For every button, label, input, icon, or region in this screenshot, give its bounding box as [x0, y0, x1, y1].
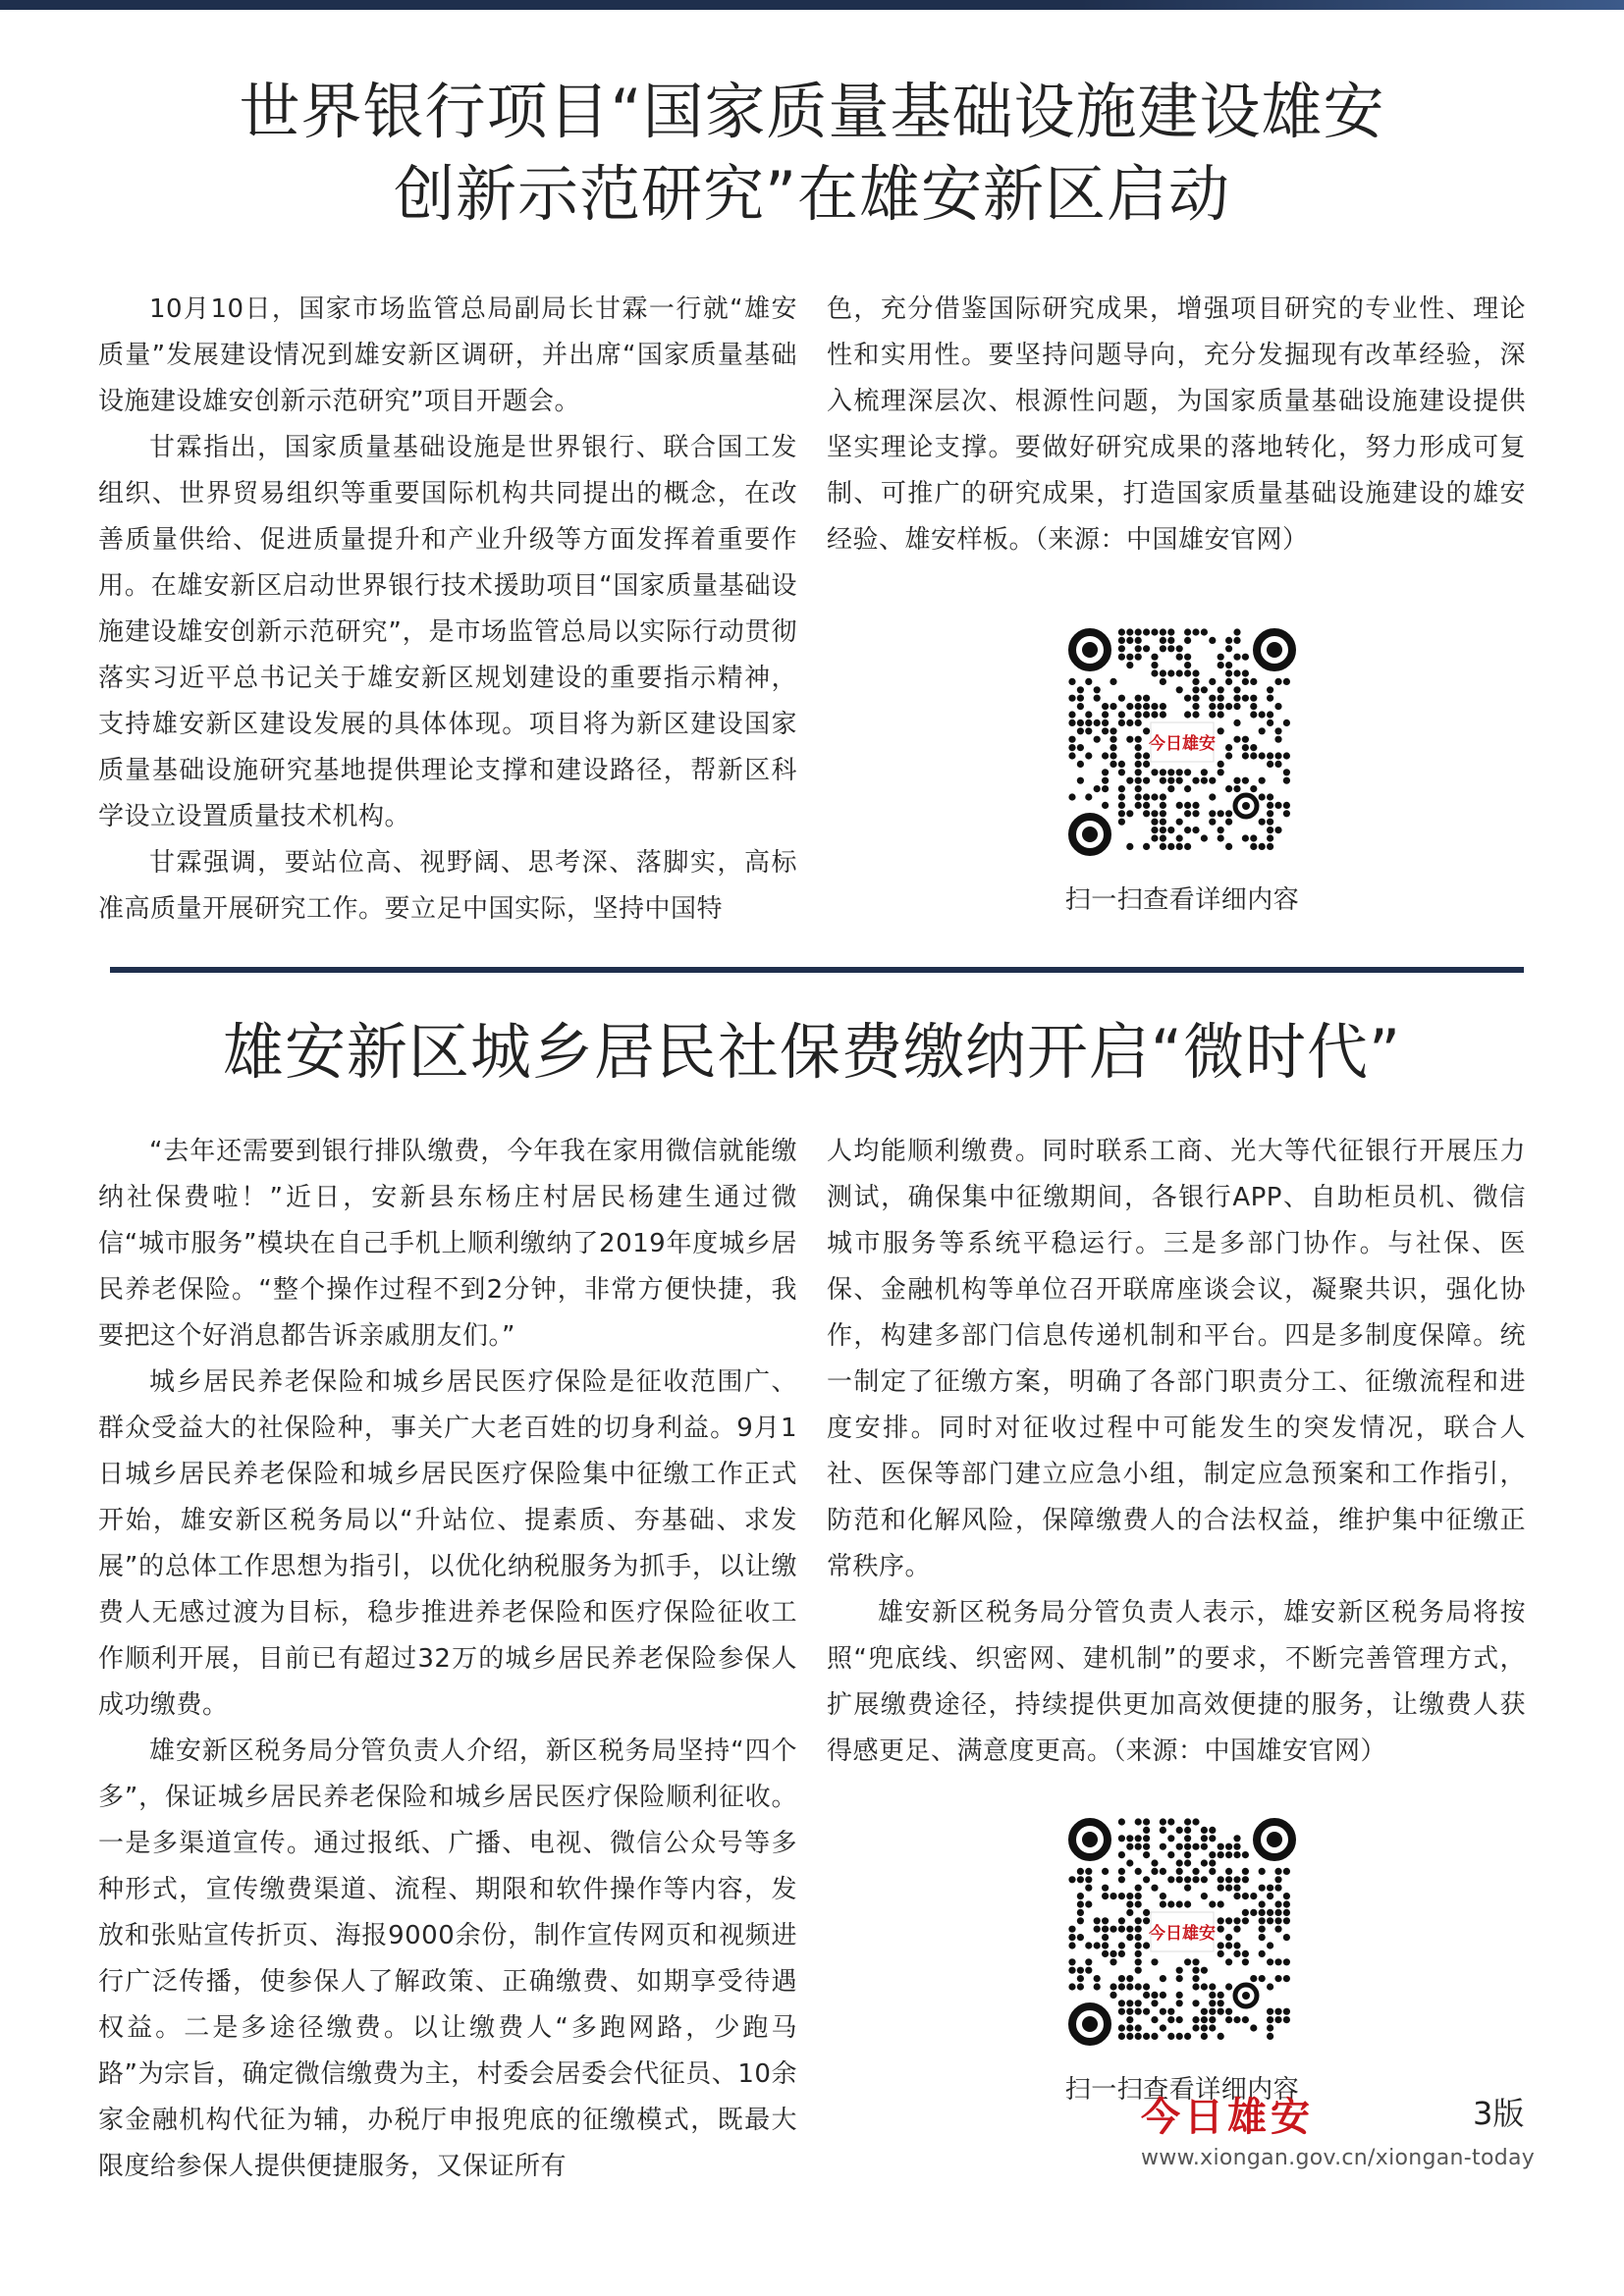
article1-paragraph-3: 甘霖强调，要站位高、视野阔、思考深、落脚实，高标准高质量开展研究工作。要立足中国实际，坚持中国特: [98, 848, 797, 924]
qr-caption: 扫一扫查看详细内容: [1064, 885, 1300, 915]
footer-logo: 今日雄安: [1141, 2094, 1314, 2140]
article1-qr-block[interactable]: [1055, 624, 1310, 916]
qr-code-icon[interactable]: [1064, 624, 1300, 860]
top-bar-accent: [1080, 0, 1624, 10]
article2-title: 雄安新区城乡居民社保费缴纳开启“微时代”: [222, 1016, 1402, 1088]
article1-left-column: [98, 287, 797, 933]
article2-paragraph-3: 雄安新区税务局分管负责人介绍，新区税务局坚持“四个多”，保证城乡居民养老保险和城乡居民医疗保险顺利征收。一是多渠道宣传。通过报纸、广播、电视、微信公众号等多种形式，宣传缴费渠道、流程、期限和软件操作等内容，发放和张贴宣传折页、海报9000余份，制作宣传网页和视频进行广泛传播，使参保人了解政策、正确缴费、如期享受待遇权益。二是多途径缴费。以让缴费人“多跑网路，少跑马路”为宗旨，确定微信缴费为主，村委会居委会代征员、10余家金融机构代征为辅，办税厅申报兜底的征缴模式，既最大限度给参保人提供便捷服务，又保证所有: [98, 1736, 797, 2181]
article1-paragraph-3-cont: 色，充分借鉴国际研究成果，增强项目研究的专业性、理论性和实用性。要坚持问题导向，充分发掘现有改革经验，深入梳理深层次、根源性问题，为国家质量基础设施建设提供坚实理论支撑。要做好研究成果的落地转化，努力形成可复制、可推广的研究成果，打造国家质量基础设施建设的雄安经验、雄安样板。（来源：中国雄安官网）: [827, 294, 1526, 555]
article1-title: [98, 71, 1526, 236]
article2-paragraph-3-cont: 人均能顺利缴费。同时联系工商、光大等代征银行开展压力测试，确保集中征缴期间，各银行APP、自助柜员机、微信城市服务等系统平稳运行。三是多部门协作。与社保、医保、金融机构等单位召开联席座谈会议，凝聚共识，强化协作，构建多部门信息传递机制和平台。四是多制度保障。统一制定了征缴方案，明确了各部门职责分工、征缴流程和进度安排。同时对征收过程中可能发生的突发情况，联合人社、医保等部门建立应急小组，制定应急预案和工作指引，防范和化解风险，保障缴费人的合法权益，维护集中征缴正常秩序。: [827, 1137, 1526, 1581]
section-divider: [110, 967, 1524, 973]
article2-left-column: [98, 1129, 797, 2190]
article2-paragraph-4: 雄安新区税务局分管负责人表示，雄安新区税务局将按照“兜底线、织密网、建机制”的要求，不断完善管理方式，扩展缴费途径，持续提供更加高效便捷的服务，让缴费人获得感更足、满意度更高。（来源：中国雄安官网）: [827, 1598, 1526, 1766]
article1-title-line2: 创新示范研究”在雄安新区启动: [393, 158, 1231, 230]
article1-paragraph-2: 甘霖指出，国家质量基础设施是世界银行、联合国工发组织、世界贸易组织等重要国际机构共同提出的概念，在改善质量供给、促进质量提升和产业升级等方面发挥着重要作用。在雄安新区启动世界银行技术援助项目“国家质量基础设施建设雄安创新示范研究”，是市场监管总局以实际行动贯彻落实习近平总书记关于雄安新区规划建设的重要指示精神，支持雄安新区建设发展的具体体现。项目将为新区建设国家质量基础设施研究基地提供理论支撑和建设路径，帮新区科学设立设置质量技术机构。: [98, 433, 797, 831]
article2-paragraph-1: “去年还需要到银行排队缴费，今年我在家用微信就能缴纳社保费啦！”近日，安新县东杨庄村居民杨建生通过微信“城市服务”模块在自己手机上顺利缴纳了2019年度城乡居民养老保险。“整个操作过程不到2分钟，非常方便快捷，我要把这个好消息都告诉亲戚朋友们。”: [98, 1137, 797, 1351]
article1-right-column: [827, 287, 1526, 563]
article2-paragraph-2: 城乡居民养老保险和城乡居民医疗保险是征收范围广、群众受益大的社保险种，事关广大老百姓的切身利益。9月1日城乡居民养老保险和城乡居民医疗保险集中征缴工作正式开始，雄安新区税务局以“升站位、提素质、夯基础、求发展”的总体工作思想为指引，以优化纳税服务为抓手，以让缴费人无感过渡为目标，稳步推进养老保险和医疗保险征收工作顺利开展，目前已有超过32万的城乡居民养老保险参保人成功缴费。: [98, 1367, 797, 1720]
article2-qr-block[interactable]: [1055, 1814, 1310, 2106]
page-number: 3版: [1473, 2095, 1525, 2132]
footer-url[interactable]: www.xiongan.gov.cn/xiongan-today: [1141, 2146, 1536, 2170]
qr-logo-text: 今日雄安: [1149, 734, 1216, 754]
article1-paragraph-1: 10月10日，国家市场监管总局副局长甘霖一行就“雄安质量”发展建设情况到雄安新区调研，并出席“国家质量基础设施建设雄安创新示范研究”项目开题会。: [98, 294, 797, 416]
qr-code-icon[interactable]: [1064, 1814, 1300, 2050]
qr-caption: 扫一扫查看详细内容: [1064, 2075, 1300, 2105]
article1-title-line1: 世界银行项目“国家质量基础设施建设雄安: [239, 76, 1385, 147]
qr-logo-text: 今日雄安: [1149, 1924, 1216, 1944]
article2-right-column: [827, 1129, 1526, 1775]
